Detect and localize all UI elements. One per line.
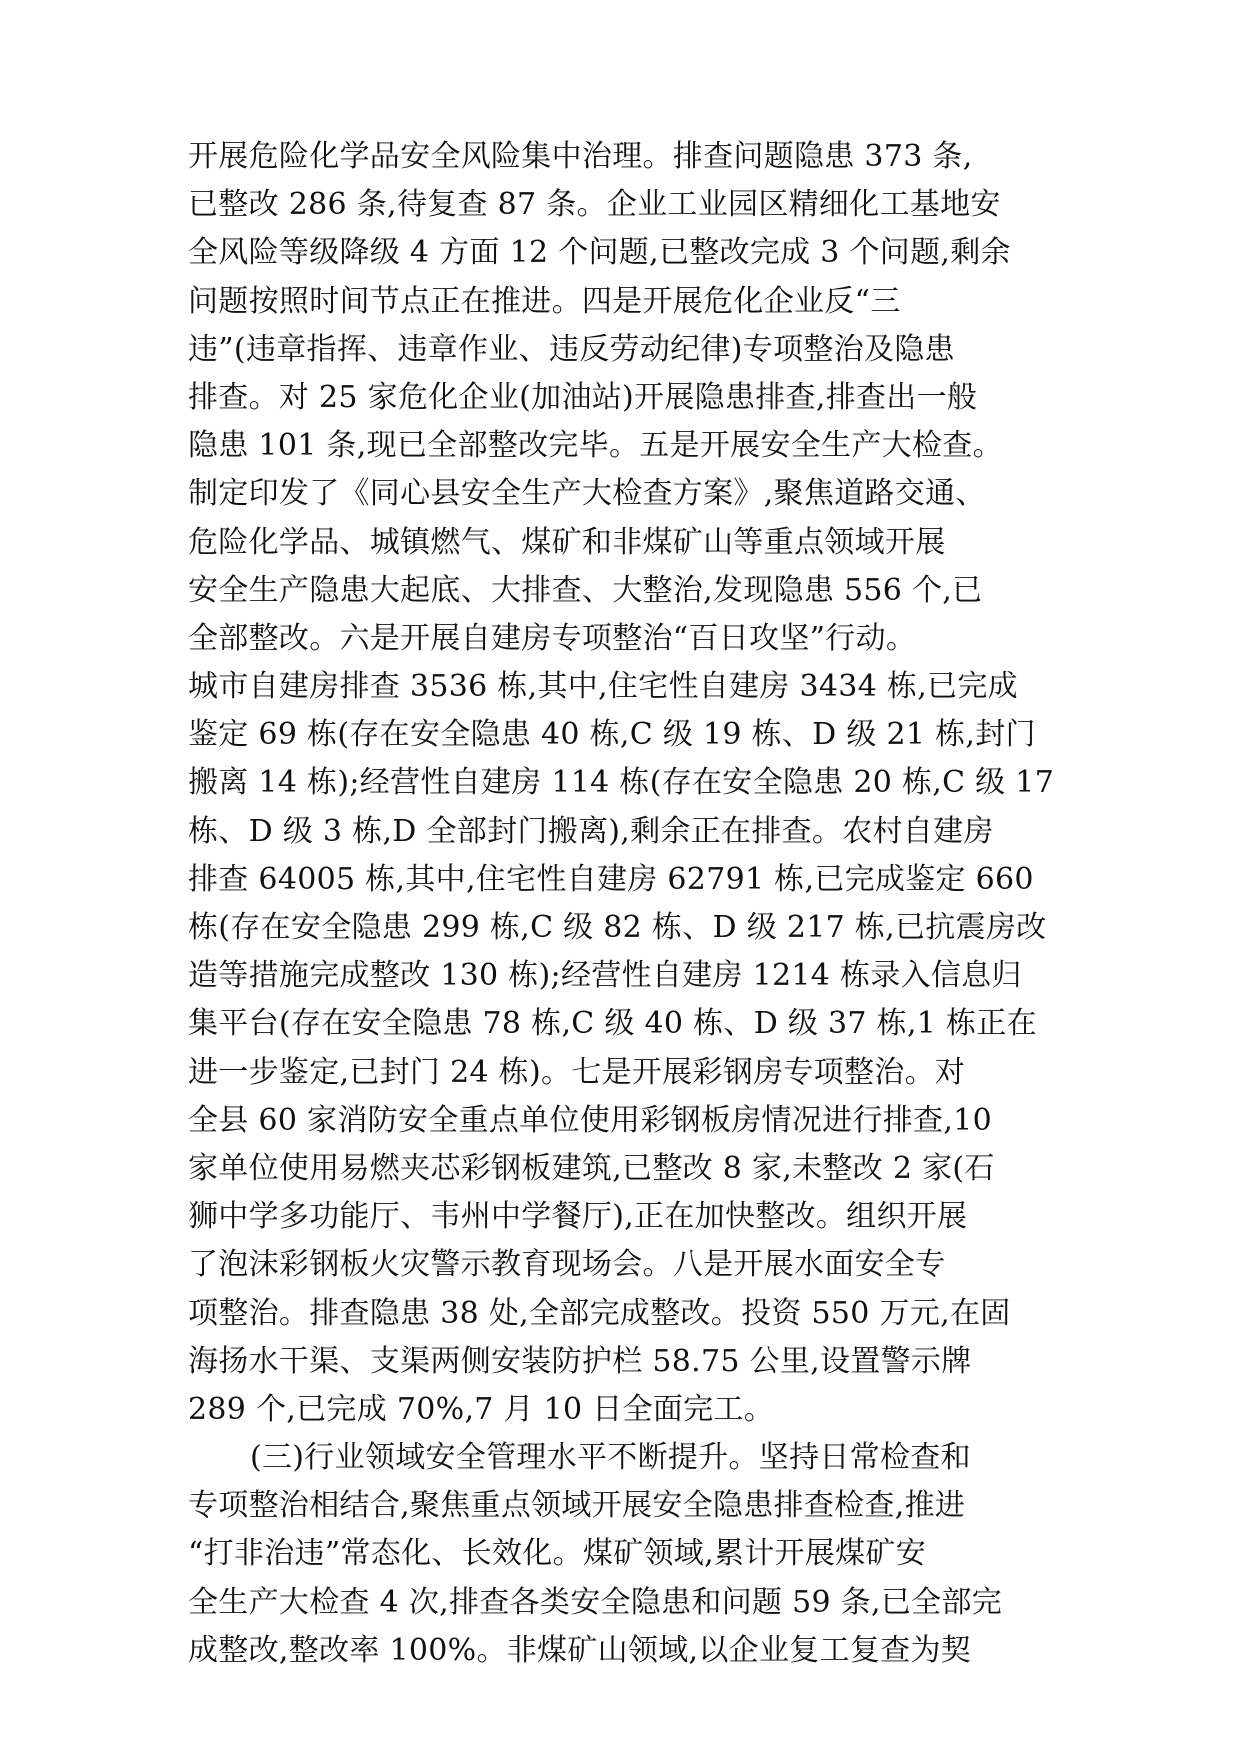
text-line: “打非治违”常态化、长效化。煤矿领域,累计开展煤矿安 [188, 1536, 927, 1572]
text-line: 排查 64005 栋,其中,住宅性自建房 62791 栋,已完成鉴定 660 [188, 861, 1034, 897]
text-line: 全部整改。六是开展自建房专项整治“百日攻坚”行动。 [188, 620, 917, 656]
text-line: 海扬水干渠、支渠两侧安装防护栏 58.75 公里,设置警示牌 [188, 1343, 972, 1379]
text-line: 了泡沫彩钢板火灾警示教育现场会。八是开展水面安全专 [188, 1247, 946, 1283]
text-line: 已整改 286 条,待复查 87 条。企业工业园区精细化工基地安 [188, 187, 1001, 223]
text-line: 狮中学多功能厅、韦州中学餐厅),正在加快整改。组织开展 [188, 1199, 968, 1235]
text-line: 289 个,已完成 70%,7 月 10 日全面完工。 [188, 1391, 775, 1427]
text-line: 家单位使用易燃夹芯彩钢板建筑,已整改 8 家,未整改 2 家(石 [188, 1150, 995, 1186]
text-line: 隐患 101 条,现已全部整改完毕。五是开展安全生产大检查。 [188, 428, 1003, 464]
text-line: 进一步鉴定,已封门 24 栋)。七是开展彩钢房专项整治。对 [188, 1054, 966, 1090]
text-line: 违”(违章指挥、违章作业、违反劳动纪律)专项整治及隐患 [188, 331, 955, 367]
text-line: 搬离 14 栋);经营性自建房 114 栋(存在安全隐患 20 栋,C 级 17 [188, 765, 1055, 801]
text-line: 鉴定 69 栋(存在安全隐患 40 栋,C 级 19 栋、D 级 21 栋,封门 [188, 717, 1036, 753]
text-line: 全风险等级降级 4 方面 12 个问题,已整改完成 3 个问题,剩余 [188, 235, 1011, 271]
text-line: 危险化学品、城镇燃气、煤矿和非煤矿山等重点领域开展 [188, 524, 946, 560]
text-line: 排查。对 25 家危化企业(加油站)开展隐患排查,排查出一般 [188, 379, 978, 415]
text-line: 安全生产隐患大起底、大排查、大整治,发现隐患 556 个,已 [188, 572, 983, 608]
text-line: 城市自建房排查 3536 栋,其中,住宅性自建房 3434 栋,已完成 [188, 669, 1018, 705]
text-line: 项整治。排查隐患 38 处,全部完成整改。投资 550 万元,在固 [188, 1295, 1011, 1331]
text-line: 全县 60 家消防安全重点单位使用彩钢板房情况进行排查,10 [188, 1102, 992, 1138]
text-line: 栋(存在安全隐患 299 栋,C 级 82 栋、D 级 217 栋,已抗震房改 [188, 910, 1047, 945]
text-line: 开展危险化学品安全风险集中治理。排查问题隐患 373 条, [188, 139, 973, 174]
text-line: 全生产大检查 4 次,排查各类安全隐患和问题 59 条,已全部完 [188, 1584, 1003, 1620]
text-line: 栋、D 级 3 栋,D 全部封门搬离),剩余正在排查。农村自建房 [188, 813, 994, 849]
text-line: 专项整治相结合,聚焦重点领域开展安全隐患排查检查,推进 [188, 1488, 966, 1524]
text-line: 造等措施完成整改 130 栋);经营性自建房 1214 栋录入信息归 [188, 958, 1022, 994]
section-heading-line: (三)行业领域安全管理水平不断提升。坚持日常检查和 [250, 1440, 971, 1476]
text-line: 问题按照时间节点正在推进。四是开展危化企业反“三 [188, 283, 901, 319]
text-line: 成整改,整改率 100%。非煤矿山领域,以企业复工复查为契 [188, 1632, 972, 1668]
body-text [188, 133, 1088, 1675]
text-line: 制定印发了《同心县安全生产大检查方案》,聚焦道路交通、 [188, 476, 986, 512]
text-line: 集平台(存在安全隐患 78 栋,C 级 40 栋、D 级 37 栋,1 栋正在 [188, 1006, 1037, 1042]
